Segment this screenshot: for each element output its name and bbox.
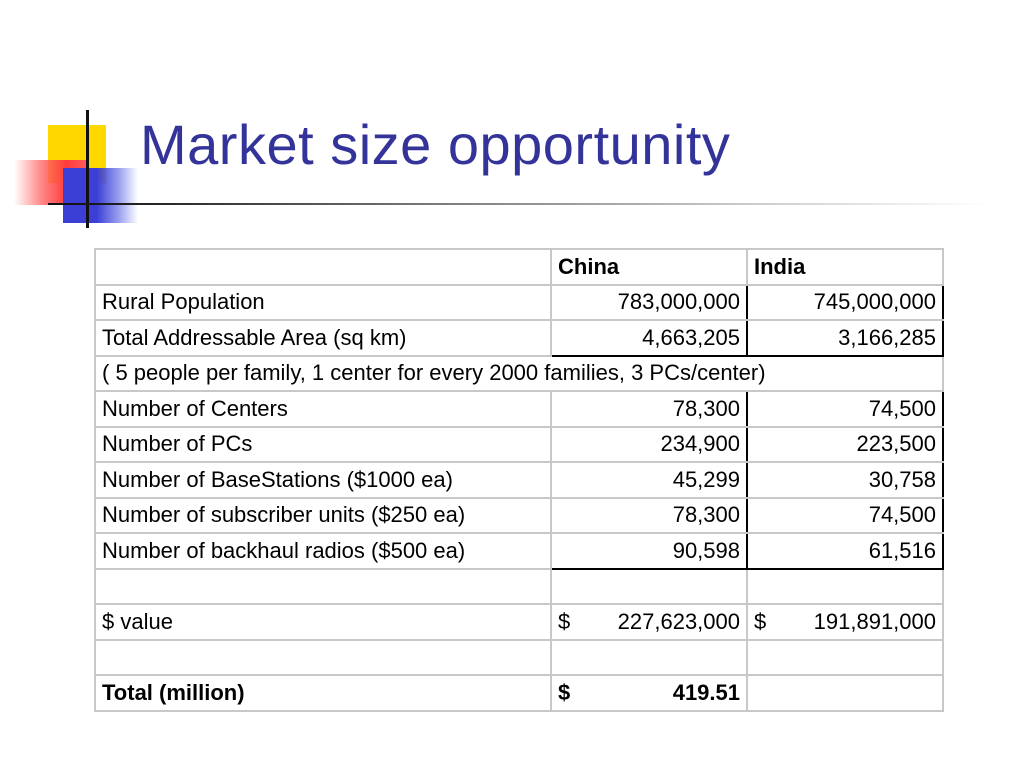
- china-value: 45,299: [551, 462, 747, 498]
- china-value: 78,300: [551, 391, 747, 427]
- china-total-amount: 419.51: [672, 679, 740, 705]
- row-label: Number of BaseStations ($1000 ea): [95, 462, 551, 498]
- table-row: [95, 427, 943, 463]
- title-underline: [48, 203, 988, 205]
- slide-title: Market size opportunity: [140, 113, 731, 176]
- india-value: [747, 640, 943, 676]
- row-label: Number of backhaul radios ($500 ea): [95, 533, 551, 569]
- table-total-row: [95, 675, 943, 711]
- india-value: [747, 604, 943, 640]
- table-note-row: [95, 356, 943, 392]
- assumption-note: ( 5 people per family, 1 center for every 2000 families, 3 PCs/center): [95, 356, 943, 392]
- india-value: 61,516: [747, 533, 943, 569]
- india-value: [747, 569, 943, 605]
- table-row: [95, 604, 943, 640]
- china-value: [551, 604, 747, 640]
- china-total-currency: $: [558, 679, 571, 705]
- row-label: $ value: [95, 604, 551, 640]
- table-row: [95, 462, 943, 498]
- india-currency: $: [754, 608, 767, 634]
- total-label: Total (million): [95, 675, 551, 711]
- logo-vertical-line: [86, 110, 89, 228]
- china-value: [551, 640, 747, 676]
- china-value: 90,598: [551, 533, 747, 569]
- china-value: [551, 569, 747, 605]
- row-label: Number of PCs: [95, 427, 551, 463]
- row-label: Rural Population: [95, 285, 551, 321]
- china-value: 78,300: [551, 498, 747, 534]
- india-total: [747, 675, 943, 711]
- market-size-table: [94, 248, 944, 712]
- india-value: 223,500: [747, 427, 943, 463]
- china-value: 4,663,205: [551, 320, 747, 356]
- header-india: India: [747, 249, 943, 285]
- china-total: [551, 675, 747, 711]
- table-row: [95, 320, 943, 356]
- table-row-empty: [95, 569, 943, 605]
- table-row-empty: [95, 640, 943, 676]
- row-label: [95, 640, 551, 676]
- india-value: 745,000,000: [747, 285, 943, 321]
- china-amount: 227,623,000: [617, 608, 740, 634]
- header-empty-cell: [95, 249, 551, 285]
- china-currency: $: [558, 608, 571, 634]
- logo-blue-block: [63, 168, 138, 223]
- china-value: 783,000,000: [551, 285, 747, 321]
- row-label: [95, 569, 551, 605]
- table-row: [95, 285, 943, 321]
- row-label: Total Addressable Area (sq km): [95, 320, 551, 356]
- india-value: 30,758: [747, 462, 943, 498]
- india-amount: 191,891,000: [813, 608, 936, 634]
- india-value: 74,500: [747, 391, 943, 427]
- table-row: [95, 391, 943, 427]
- india-value: 3,166,285: [747, 320, 943, 356]
- table-row: [95, 533, 943, 569]
- table-row: [95, 498, 943, 534]
- header-china: China: [551, 249, 747, 285]
- china-value: 234,900: [551, 427, 747, 463]
- row-label: Number of Centers: [95, 391, 551, 427]
- table-header-row: [95, 249, 943, 285]
- india-value: 74,500: [747, 498, 943, 534]
- row-label: Number of subscriber units ($250 ea): [95, 498, 551, 534]
